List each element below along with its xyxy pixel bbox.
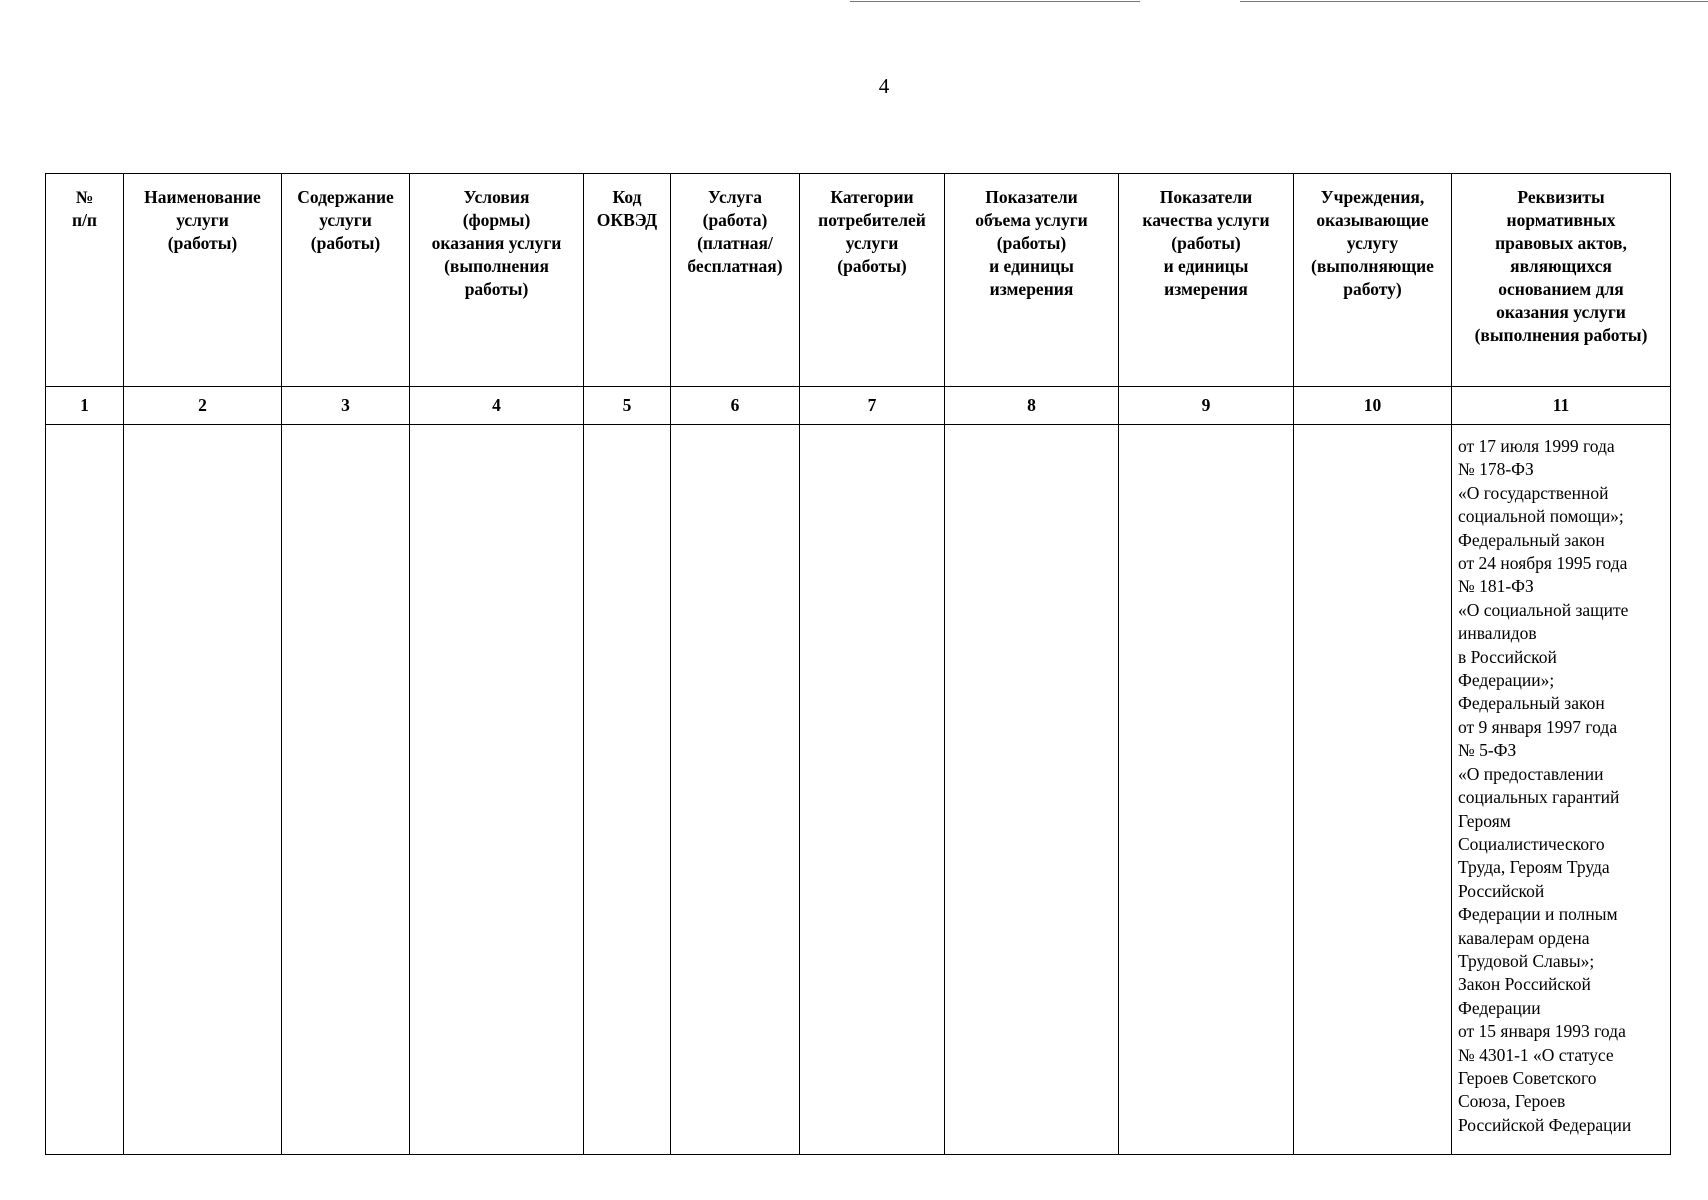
column-number-cell: 9 <box>1119 387 1294 425</box>
text-line: в Российской <box>1458 646 1557 667</box>
header-cell-paid-free <box>671 174 800 387</box>
text-line: Российской Федерации <box>1458 1114 1632 1135</box>
text-line: Содержание <box>297 187 394 207</box>
column-number-cell: 8 <box>945 387 1119 425</box>
text-line: № 178-ФЗ <box>1458 459 1534 480</box>
text-line: (работы) <box>996 233 1067 253</box>
text-line: (работы) <box>1171 233 1241 253</box>
text-line: п/п <box>71 210 98 230</box>
text-line: Героев Советского <box>1458 1067 1597 1088</box>
text-line: (выполнения <box>444 256 549 276</box>
header-row <box>46 174 1671 387</box>
text-line: услуги <box>176 210 229 230</box>
page-number: 4 <box>878 74 890 98</box>
text-line: «О социальной защите <box>1458 599 1629 620</box>
column-number-cell: 2 <box>124 387 282 425</box>
text-line: Федерации и полным <box>1458 904 1618 925</box>
table-row <box>46 425 1671 1155</box>
column-number-cell: 3 <box>282 387 410 425</box>
text-line: оказания услуги <box>1496 302 1626 322</box>
text-line: (формы) <box>462 210 531 230</box>
header-cell-service-content <box>282 174 410 387</box>
text-line: № 181-ФЗ <box>1458 576 1534 597</box>
text-line: кавалерам ордена <box>1458 927 1590 948</box>
text-line: основанием для <box>1498 279 1624 299</box>
text-line: Код <box>612 187 642 207</box>
text-line: Героям <box>1458 810 1511 831</box>
table-cell <box>124 425 282 1155</box>
text-line: Социалистического <box>1458 833 1605 854</box>
services-table <box>45 173 1671 1155</box>
text-line: качества услуги <box>1142 210 1270 230</box>
text-line: услуги <box>845 233 899 253</box>
column-number-cell: 7 <box>800 387 945 425</box>
header-cell-consumer-categories <box>800 174 945 387</box>
text-line: (работы) <box>837 256 907 276</box>
text-line: от 17 июля 1999 года <box>1458 436 1615 456</box>
column-number-cell: 4 <box>410 387 584 425</box>
table-cell <box>584 425 671 1155</box>
table-cell <box>1294 425 1452 1155</box>
text-line: работы) <box>464 279 529 299</box>
text-line: измерения <box>989 279 1074 299</box>
header-cell-institutions <box>1294 174 1452 387</box>
text-line: ОКВЭД <box>596 210 658 230</box>
text-line: (работы) <box>167 233 238 253</box>
text-line: объема услуги <box>975 210 1088 230</box>
scan-artifact-line-right <box>1240 1 1708 2</box>
text-line: № 4301-1 «О статусе <box>1458 1044 1614 1065</box>
text-line: Федерации <box>1458 997 1541 1018</box>
header-cell-number <box>46 174 124 387</box>
text-line: оказания услуги <box>431 233 562 253</box>
table-cell <box>282 425 410 1155</box>
text-line: № 5-ФЗ <box>1458 740 1517 761</box>
scan-artifact-line-left <box>850 1 1140 2</box>
header-cell-legal-acts <box>1452 174 1671 387</box>
text-line: (выполнения работы) <box>1474 325 1648 345</box>
text-line: Реквизиты <box>1517 187 1605 207</box>
column-number-cell: 11 <box>1452 387 1671 425</box>
table-cell <box>945 425 1119 1155</box>
text-line: Услуга <box>708 187 762 207</box>
text-line: нормативных <box>1506 210 1616 230</box>
table-cell <box>1119 425 1294 1155</box>
header-cell-conditions <box>410 174 584 387</box>
text-line: работу) <box>1343 279 1402 299</box>
text-line: оказывающие <box>1316 210 1429 230</box>
text-line: инвалидов <box>1458 623 1537 644</box>
text-line: измерения <box>1164 279 1248 299</box>
text-line: Закон Российской <box>1458 974 1591 995</box>
text-line: Российской <box>1458 880 1545 901</box>
text-line: социальной помощи»; <box>1458 506 1624 527</box>
text-line: «О предоставлении <box>1458 763 1604 784</box>
text-line: Трудовой Славы»; <box>1458 950 1595 971</box>
text-line: (выполняющие <box>1311 256 1434 276</box>
table-cell <box>800 425 945 1155</box>
header-cell-quality-indicators <box>1119 174 1294 387</box>
text-line: (работа) <box>702 210 768 230</box>
text-line: № <box>75 187 94 207</box>
header-cell-okved-code <box>584 174 671 387</box>
text-line: Условия <box>463 187 530 207</box>
text-line: «О государственной <box>1458 482 1609 503</box>
text-line: Учреждения, <box>1320 187 1425 207</box>
text-line: Категории <box>830 187 914 207</box>
text-line: Показатели <box>1159 187 1253 207</box>
header-cell-service-name <box>124 174 282 387</box>
text-line: социальных гарантий <box>1458 787 1620 808</box>
column-number-row <box>46 387 1671 425</box>
table-cell <box>410 425 584 1155</box>
column-number-cell: 10 <box>1294 387 1452 425</box>
text-line: Федеральный закон <box>1458 693 1605 714</box>
text-line: потребителей <box>818 210 926 230</box>
text-line: услугу <box>1346 233 1399 253</box>
text-line: услуги <box>319 210 372 230</box>
text-line: Труда, Героям Труда <box>1458 857 1610 878</box>
header-cell-volume-indicators <box>945 174 1119 387</box>
column-number-cell: 6 <box>671 387 800 425</box>
table-cell <box>46 425 124 1155</box>
text-line: и единицы <box>1163 256 1249 276</box>
text-line: от 15 января 1993 года <box>1458 1021 1626 1042</box>
text-line: и единицы <box>989 256 1074 276</box>
text-line: являющихся <box>1510 256 1612 276</box>
text-line: от 24 ноября 1995 года <box>1458 553 1628 574</box>
table-cell <box>671 425 800 1155</box>
text-line: Федеральный закон <box>1458 529 1605 550</box>
text-line: бесплатная) <box>687 256 783 276</box>
text-line: от 9 января 1997 года <box>1458 716 1618 737</box>
column-number-cell: 5 <box>584 387 671 425</box>
text-line: правовых актов, <box>1495 233 1627 253</box>
text-line: Федерации»; <box>1458 670 1555 691</box>
text-line: (платная/ <box>697 233 773 253</box>
text-line: Союза, Героев <box>1458 1091 1566 1112</box>
text-line: (работы) <box>310 233 381 253</box>
text-line: Показатели <box>985 187 1078 207</box>
legal-acts-cell <box>1452 425 1671 1155</box>
column-number-cell: 1 <box>46 387 124 425</box>
text-line: Наименование <box>144 187 261 207</box>
